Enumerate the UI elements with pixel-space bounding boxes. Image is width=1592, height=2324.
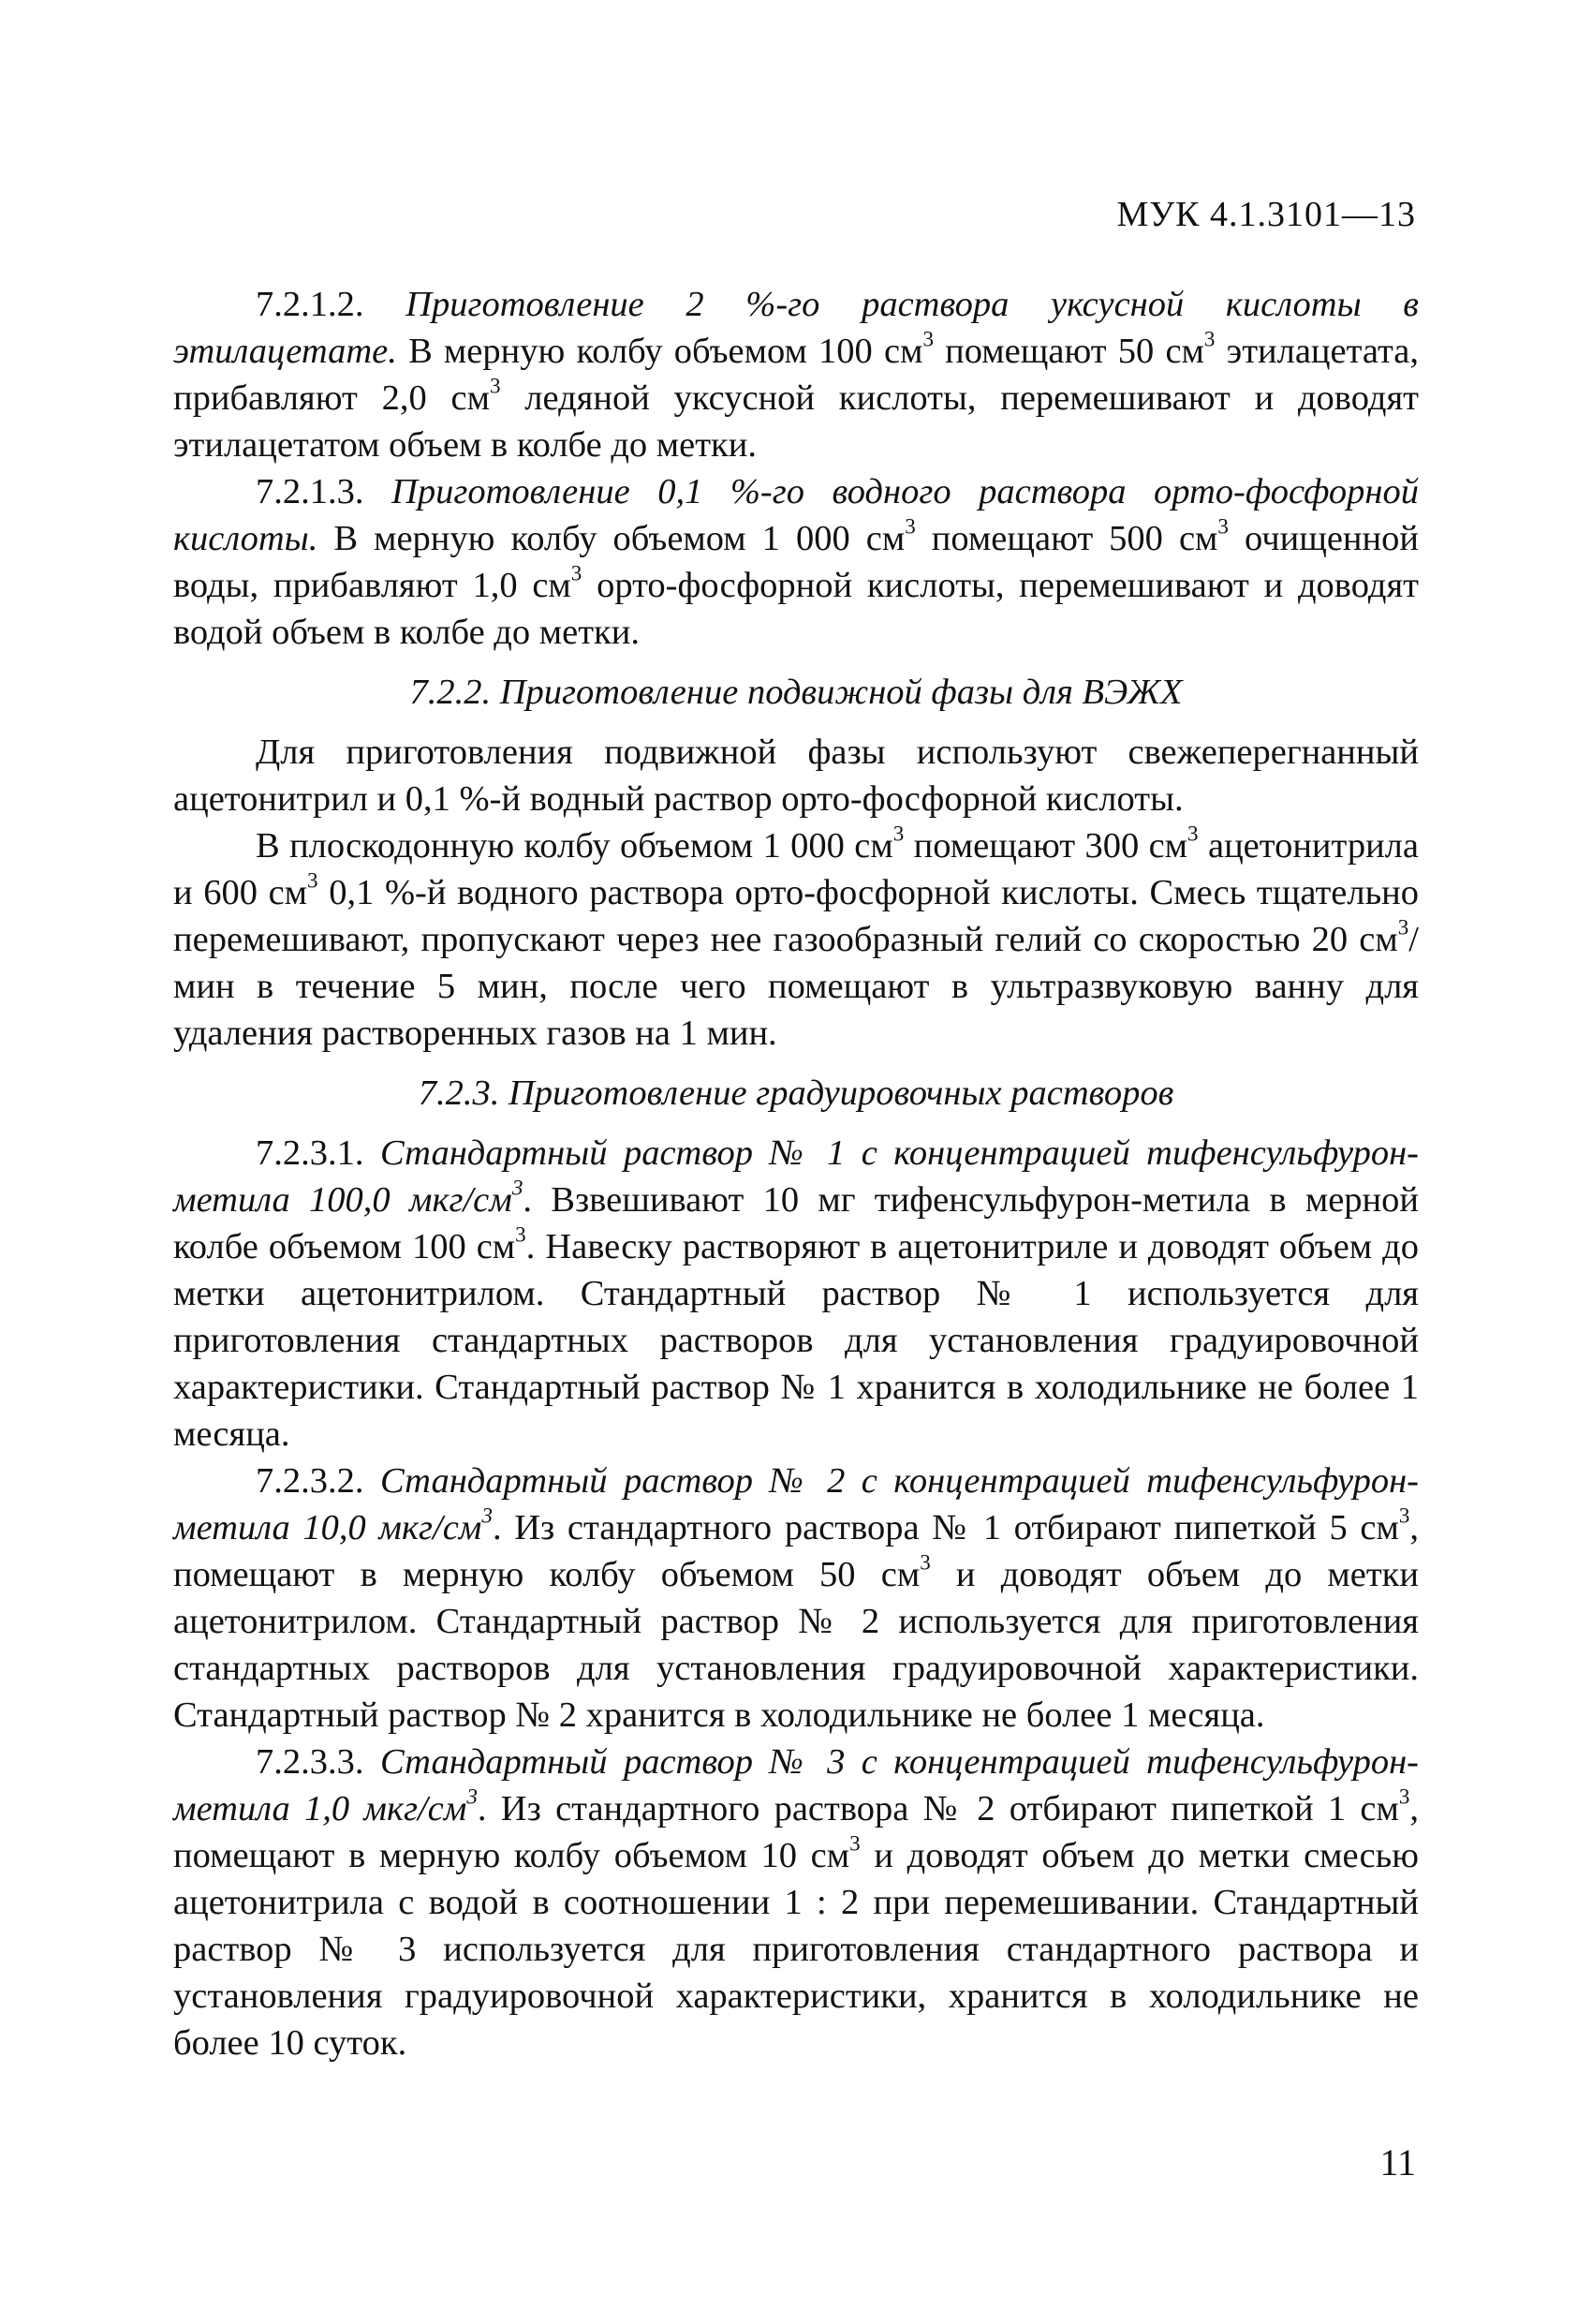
superscript: 3 <box>1398 1502 1410 1528</box>
superscript: 3 <box>905 513 916 539</box>
superscript: 3 <box>1217 513 1229 539</box>
superscript: 3 <box>1397 914 1409 940</box>
paragraph-title: Стандартный раствор № 3 с концентрацией тифенсульфурон-метила 1,0 мкг/см <box>173 1742 1419 1828</box>
document-body <box>173 281 1419 2066</box>
superscript: 3 <box>920 1549 931 1575</box>
paragraph-7-2-3-3: 7.2.3.3. Стандартный раствор № 3 с концентрацией тифенсульфурон-метила 1,0 мкг/$см^3$. Из стандартного раствора № 2 отбирают пипеткой 1 $см^3$, помещают в мерную колбу объемом 10 $см^3$ и доводят объем до метки смесью ацетонитрила с водой в соотношении 1 : 2 при перемешивании. Стандартный раствор № 3 используется для приготовления стандартного раствора и установления градуировочной характеристики, хранится в холодильнике не более 10 суток. <box>173 1742 1419 2063</box>
paragraph-7-2-3-1: 7.2.3.1. Стандартный раствор № 1 с концентрацией тифенсульфурон-метила 100,0 мкг/$см^3$. Взвешивают 10 мг тифенсульфурон-метила в мерной колбе объемом 100 $см^3$. Навеску растворяют в ацетонитриле и доводят объем до метки ацетонитрилом. Стандартный раствор № 1 используется для приготовления стандартных растворов для установления градуировочной характеристики. Стандартный раствор № 1 хранится в холодильнике не более 1 месяца. <box>173 1133 1419 1454</box>
superscript: 3 <box>922 326 934 351</box>
document-code-header: МУК 4.1.3101—13 <box>1116 195 1416 234</box>
paragraph-number: 7.2.3.2. <box>256 1461 364 1501</box>
paragraph-number: 7.2.3.3. <box>256 1742 364 1782</box>
superscript: 3 <box>307 867 318 893</box>
paragraph-7-2-3-2: 7.2.3.2. Стандартный раствор № 2 с концентрацией тифенсульфурон-метила 10,0 мкг/$см^3$. Из стандартного раствора № 1 отбирают пипеткой 5 $см^3$, помещают в мерную колбу объемом 50 $см^3$ и доводят объем до метки ацетонитрилом. Стандартный раствор № 2 используется для приготовления стандартных растворов для установления градуировочной характеристики. Стандартный раствор № 2 хранится в холодильнике не более 1 месяца. <box>173 1461 1419 1735</box>
superscript: 3 <box>489 373 501 398</box>
section-heading-7-2-3: 7.2.3. Приготовление градуировочных растворов <box>418 1073 1174 1113</box>
superscript: 3 <box>1203 326 1216 351</box>
paragraph-mobile-phase-prep: В плоскодонную колбу объемом 1 000 $см^3$ помещают 300 $см^3$ ацетонитрила и 600 $см^3$ 0,1 %-й водного раствора орто-фосфорной кислоты. Смесь тщательно перемешивают, пропускают через нее газообразный гелий со скоростью 20 $см^3$/мин в течение 5 мин, после чего помещают в ультразвуковую ванну для удаления растворенных газов на 1 мин. <box>173 821 1419 1053</box>
paragraph-7-2-1-3: 7.2.1.3. Приготовление 0,1 %-го водного раствора орто-фосфорной кислоты. В мерную колбу объемом 1 000 $см^3$ помещают 500 $см^3$ очищенной воды, прибавляют 1,0 $см^3$ орто-фосфорной кислоты, перемешивают и доводят водой объем в колбе до метки. <box>173 472 1420 652</box>
superscript: 3 <box>570 560 582 585</box>
paragraph-number: 7.2.3.1. <box>256 1133 364 1173</box>
paragraph-7-2-1-2: 7.2.1.2. Приготовление 2 %-го раствора уксусной кислоты в этилацетате. В мерную колбу объемом 100 $см^3$ помещают 50 $см^3$ этилацетата, прибавляют 2,0 $см^3$ ледяной уксусной кислоты, перемешивают и доводят этилацетатом объем в колбе до метки. <box>173 285 1420 465</box>
paragraph-title: Стандартный раствор № 1 с концентрацией тифенсульфурон-метила 100,0 мкг/см <box>173 1133 1419 1220</box>
superscript: 3 <box>511 1175 523 1200</box>
page-number: 11 <box>1379 2141 1416 2183</box>
superscript: 3 <box>849 1830 861 1856</box>
paragraph-mobile-phase-intro: Для приготовления подвижной фазы используют свежеперегнанный ацетонитрил и 0,1 %-й водный раствор орто-фосфорной кислоты. <box>173 733 1419 819</box>
paragraph-title: Стандартный раствор № 2 с концентрацией тифенсульфурон-метила 10,0 мкг/см <box>173 1461 1419 1547</box>
superscript: 3 <box>892 821 905 846</box>
paragraph-number: 7.2.1.2. <box>256 285 364 324</box>
paragraph-number: 7.2.1.3. <box>256 472 364 511</box>
superscript: 3 <box>515 1221 526 1247</box>
paragraph-title: Приготовление 2 %-го раствора уксусной кислоты в этилацетате. <box>173 285 1420 371</box>
superscript: 3 <box>1187 821 1199 846</box>
paragraph-title: Приготовление 0,1 %-го водного раствора орто-фосфорной кислоты. <box>173 472 1420 558</box>
superscript: 3 <box>1398 1784 1410 1809</box>
section-heading-7-2-2: 7.2.2. Приготовление подвижной фазы для ВЭЖХ <box>409 673 1183 712</box>
superscript: 3 <box>481 1502 493 1528</box>
superscript: 3 <box>466 1784 478 1809</box>
